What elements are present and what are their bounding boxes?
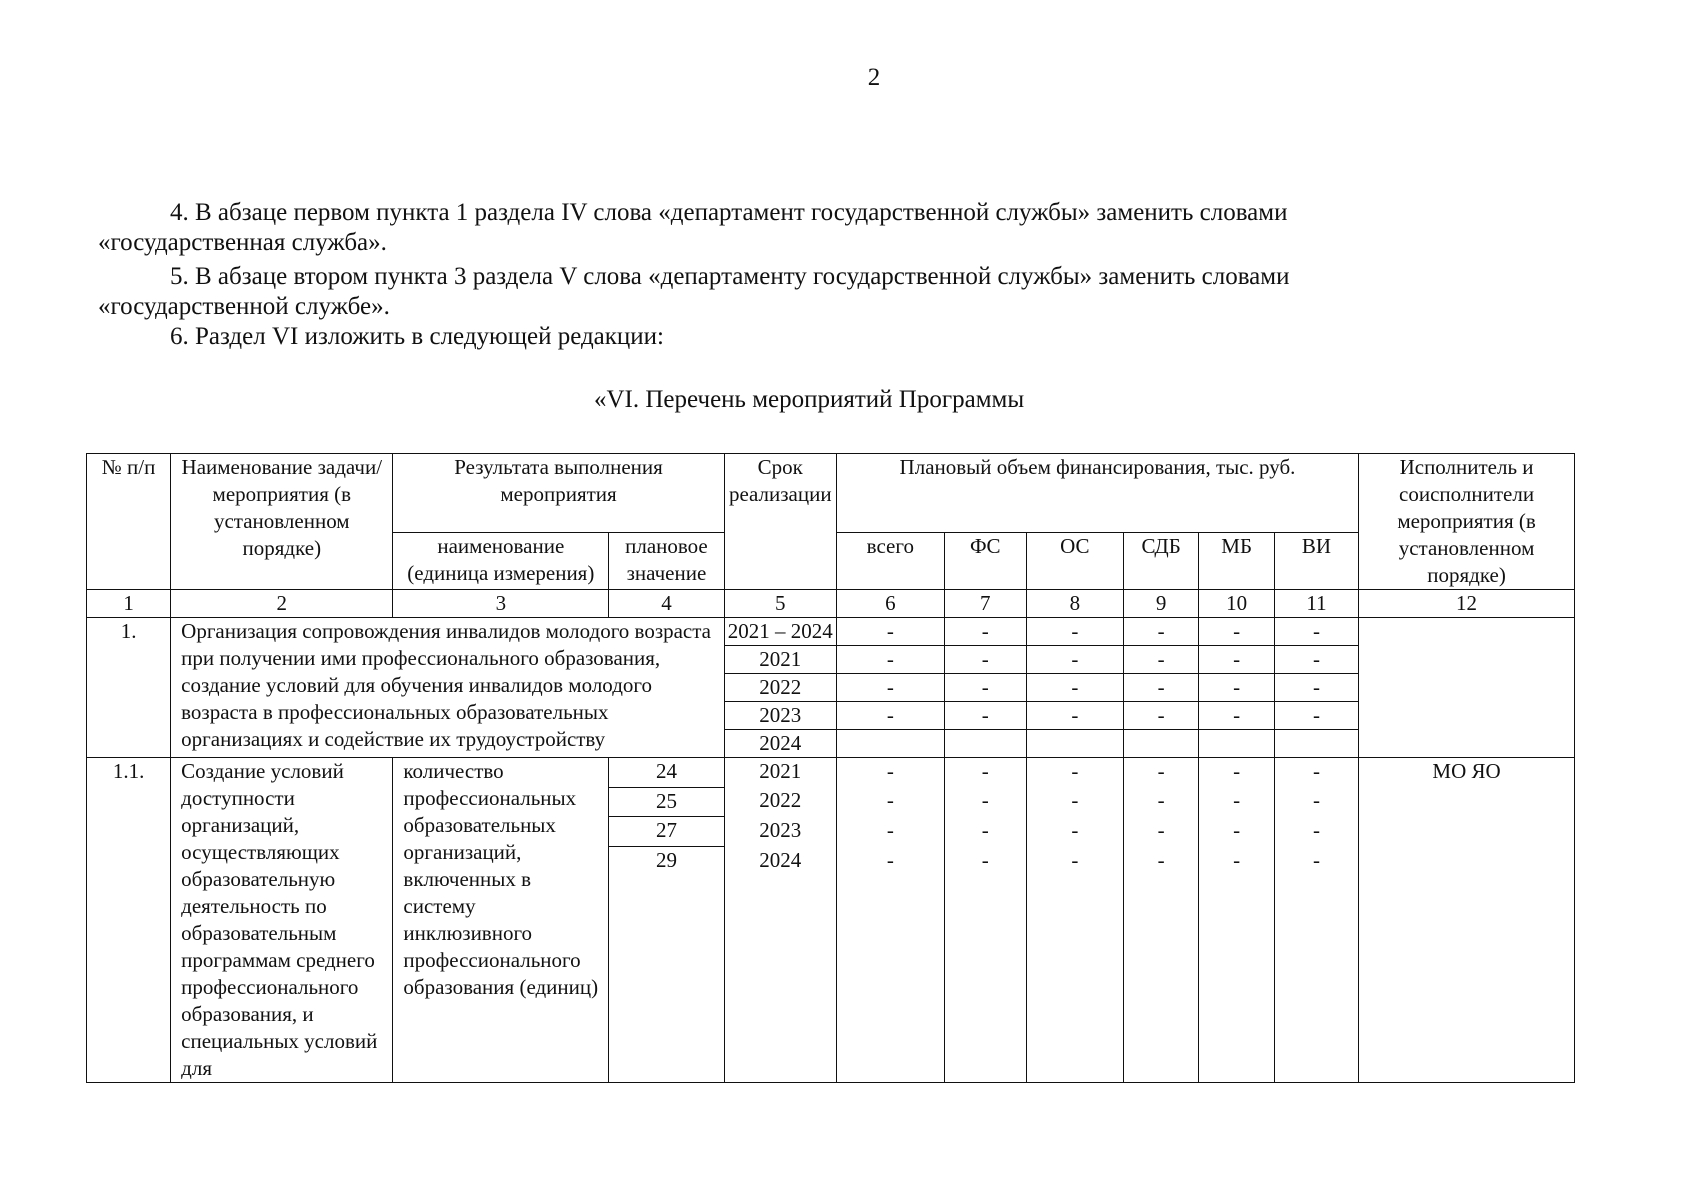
row1-year: 2022 <box>724 674 836 702</box>
paragraph-4 <box>98 198 1588 258</box>
row1-dash: - <box>1274 702 1358 730</box>
header-result: Результата выполнения мероприятия <box>393 454 724 533</box>
row1-dash: - <box>1274 618 1358 646</box>
column-number: 7 <box>944 590 1026 618</box>
header-vi: ВИ <box>1274 533 1358 590</box>
header-name: Наименование задачи/мероприятия (в установленном порядке) <box>171 454 393 590</box>
paragraph-4-line1: 4. В абзаце первом пункта 1 раздела IV слова «департамент государственной службы» заменить словами <box>170 199 1288 226</box>
row1-dash: - <box>1199 618 1275 646</box>
row2-dash: - <box>836 787 944 817</box>
row1-dash: - <box>1026 646 1123 674</box>
row1-dash: - <box>1026 702 1123 730</box>
paragraph-5 <box>98 262 1588 322</box>
row2-executor: МО ЯО <box>1359 758 1575 1083</box>
row1-year: 2021 – 2024 <box>724 618 836 646</box>
row1-executor <box>1359 618 1575 758</box>
row1-year: 2023 <box>724 702 836 730</box>
row1-dash: - <box>836 646 944 674</box>
row2-dash: - <box>836 847 944 1083</box>
column-numbers-row <box>87 590 1575 618</box>
row1-dash: - <box>1123 674 1199 702</box>
paragraph-5-line2: «государственной службе». <box>98 293 390 320</box>
column-number: 3 <box>393 590 609 618</box>
row2-dash: - <box>944 787 1026 817</box>
row1-dash: - <box>944 674 1026 702</box>
column-number: 5 <box>724 590 836 618</box>
row1-year: 2021 <box>724 646 836 674</box>
row1-dash: - <box>944 618 1026 646</box>
row2-dash: - <box>1274 758 1358 788</box>
row2-dash: - <box>1026 817 1123 847</box>
column-number: 8 <box>1026 590 1123 618</box>
row2-dash: - <box>944 847 1026 1083</box>
row2-dash: - <box>1274 817 1358 847</box>
header-result-value: плановое значение <box>609 533 724 590</box>
page-number: 2 <box>867 64 881 91</box>
row2-year: 2021 <box>724 758 836 788</box>
row1-dash: - <box>836 702 944 730</box>
row1-dash: - <box>1123 618 1199 646</box>
row1-dash: - <box>836 618 944 646</box>
row2-name: Создание условий доступности организаций, осуществляющих образовательную деятельность по образовательным программам среднего профессионального образования, и специальных условий для <box>171 758 393 1083</box>
column-number: 11 <box>1274 590 1358 618</box>
row1-dash: - <box>836 674 944 702</box>
header-num: № п/п <box>87 454 171 590</box>
row2-dash: - <box>1199 787 1275 817</box>
row2-dash: - <box>1026 758 1123 788</box>
table-row-1 <box>87 618 1575 646</box>
row2-dash: - <box>1199 847 1275 1083</box>
row1-dash: - <box>1199 702 1275 730</box>
row2-year: 2024 <box>724 847 836 1083</box>
paragraph-6 <box>98 322 1588 352</box>
column-number: 6 <box>836 590 944 618</box>
row2-value: 25 <box>609 787 724 817</box>
row1-year: 2024 <box>724 730 836 758</box>
row1-name: Организация сопровождения инвалидов молодого возраста при получении ими профессионального образования, создание условий для обучения инвалидов молодого возраста в профессиональных образовательных организациях и содействие их трудоустройству <box>171 618 725 758</box>
row2-dash: - <box>1274 787 1358 817</box>
column-number: 4 <box>609 590 724 618</box>
row2-result-name: количество профессиональных образовательных организаций, включенных в систему инклюзивного профессионального образования (единиц) <box>393 758 609 1083</box>
header-result-name: наименование (единица измерения) <box>393 533 609 590</box>
row2-num: 1.1. <box>87 758 171 1083</box>
row2-dash: - <box>1026 847 1123 1083</box>
row1-dash: - <box>1274 674 1358 702</box>
measures-table <box>86 453 1575 1083</box>
header-executor: Исполнитель и соисполнители мероприятия (в установленном порядке) <box>1359 454 1575 590</box>
row2-year: 2022 <box>724 787 836 817</box>
section-title: «VI. Перечень мероприятий Программы <box>594 386 1025 413</box>
row1-dash: - <box>1026 618 1123 646</box>
header-mb: МБ <box>1199 533 1275 590</box>
row2-dash: - <box>1123 817 1199 847</box>
row2-dash: - <box>944 758 1026 788</box>
row1-dash: - <box>1123 646 1199 674</box>
header-fs: ФС <box>944 533 1026 590</box>
row1-dash: - <box>1123 702 1199 730</box>
header-os: ОС <box>1026 533 1123 590</box>
header-total: всего <box>836 533 944 590</box>
row2-value: 27 <box>609 817 724 847</box>
row1-dash: - <box>944 702 1026 730</box>
paragraph-4-line2: «государственная служба». <box>98 229 387 256</box>
row2-dash: - <box>1026 787 1123 817</box>
paragraph-5-line1: 5. В абзаце втором пункта 3 раздела V слова «департаменту государственной службы» заменить словами <box>170 263 1290 290</box>
row2-year: 2023 <box>724 817 836 847</box>
column-number: 1 <box>87 590 171 618</box>
row2-value: 29 <box>609 847 724 1083</box>
header-term: Срок реализации <box>724 454 836 590</box>
row2-dash: - <box>836 758 944 788</box>
row1-dash: - <box>944 646 1026 674</box>
header-funding: Плановый объем финансирования, тыс. руб. <box>836 454 1358 533</box>
header-row-1 <box>87 454 1575 533</box>
row2-dash: - <box>1123 758 1199 788</box>
row2-dash: - <box>944 817 1026 847</box>
row1-dash: - <box>1274 646 1358 674</box>
row2-dash: - <box>1199 758 1275 788</box>
row2-value: 24 <box>609 758 724 788</box>
column-number: 12 <box>1359 590 1575 618</box>
header-sdb: СДБ <box>1123 533 1199 590</box>
row2-dash: - <box>836 817 944 847</box>
row2-dash: - <box>1123 847 1199 1083</box>
row2-dash: - <box>1199 817 1275 847</box>
row1-num: 1. <box>87 618 171 758</box>
row1-dash: - <box>1026 674 1123 702</box>
column-number: 10 <box>1199 590 1275 618</box>
row2-dash: - <box>1274 847 1358 1083</box>
row2-dash: - <box>1123 787 1199 817</box>
column-number: 9 <box>1123 590 1199 618</box>
row1-dash: - <box>1199 646 1275 674</box>
column-number: 2 <box>171 590 393 618</box>
table-row-1-1 <box>87 758 1575 788</box>
paragraph-6-line1: 6. Раздел VI изложить в следующей редакции: <box>170 323 665 350</box>
row1-dash: - <box>1199 674 1275 702</box>
